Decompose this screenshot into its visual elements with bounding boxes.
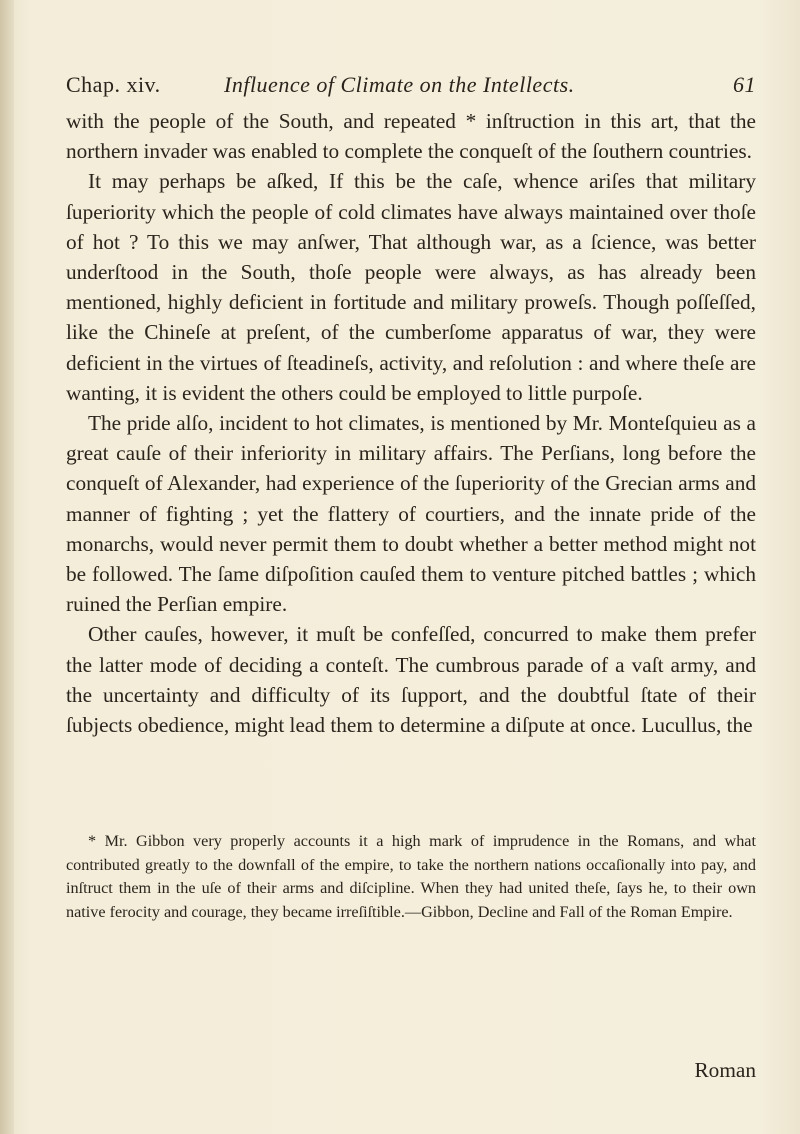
footnote xyxy=(66,830,756,924)
running-title: Influence of Climate on the Intellects. xyxy=(224,72,575,97)
paragraph: The pride alſo, incident to hot climates, is mentioned by Mr. Monteſquieu as a great cauſe of their inferiority in military affairs. The Perſians, long before the conqueſt of Alexander, had experience of the ſuperiority of the Grecian arms and manner of fighting ; yet the flattery of courtiers, and the innate pride of the monarchs, would never permit them to doubt whether a better method might not be followed. The ſame diſpoſition cauſed them to venture pitched battles ; which ruined the Perſian empire. xyxy=(66,411,756,617)
main-text xyxy=(66,106,756,740)
catchword: Roman xyxy=(694,1058,756,1082)
page-gutter xyxy=(0,0,14,1134)
paragraph: with the people of the South, and repeated * inſtruction in this art, that the northern invader was enabled to complete the conqueſt of the ſouthern countries. xyxy=(66,109,756,164)
paragraph: Other cauſes, however, it muſt be confeſſed, concurred to make them prefer the latter mode of deciding a conteſt. The cumbrous parade of a vaſt army, and the uncertainty and difficulty of its ſupport, and the doubtful ſtate of their ſubjects obedience, might lead them to determine a diſpute at once. Lucullus, the xyxy=(66,622,756,738)
running-header xyxy=(66,66,756,106)
chapter-label: Chap. xiv. xyxy=(66,72,161,97)
page-number: 61 xyxy=(733,72,756,97)
footnote-text: * Mr. Gibbon very properly accounts it a high mark of imprudence in the Romans, and what contributed greatly to the downfall of the empire, to take the northern nations occaſionally into pay, and inſtruct them in the uſe of their arms and diſcipline. When they had united theſe, ſays he, to their own native ferocity and courage, they became irreſiſtible.—Gibbon, Decline and Fall of the Roman Empire. xyxy=(66,832,756,921)
paragraph: It may perhaps be aſked, If this be the caſe, whence ariſes that military ſuperiority which the people of cold climates have always maintained over thoſe of hot ? To this we may anſwer, That although war, as a ſcience, was better underſtood in the South, thoſe people were always, as has already been mentioned, highly deficient in fortitude and military proweſs. Though poſſeſſed, like the Chineſe at preſent, of the cumberſome apparatus of war, they were deficient in the virtues of ſteadineſs, activity, and reſolution : and where theſe are wanting, it is evident the others could be employed to little purpoſe. xyxy=(66,169,756,405)
